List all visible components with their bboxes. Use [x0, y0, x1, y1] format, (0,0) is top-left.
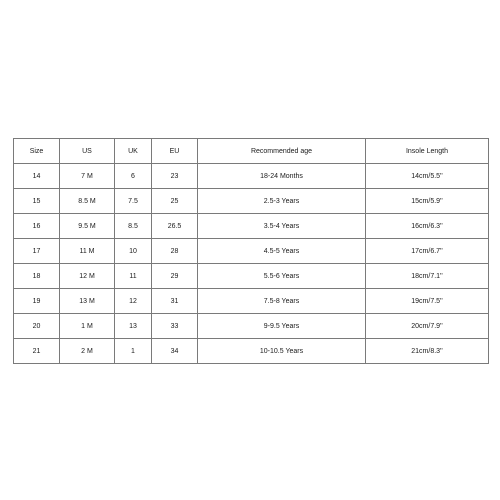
cell-eu: 29 — [152, 264, 198, 289]
cell-uk: 12 — [115, 289, 152, 314]
cell-recommended-age: 18-24 Months — [198, 164, 366, 189]
cell-us: 11 M — [60, 239, 115, 264]
cell-recommended-age: 7.5-8 Years — [198, 289, 366, 314]
header-eu: EU — [152, 139, 198, 164]
cell-insole-length: 19cm/7.5'' — [366, 289, 489, 314]
cell-recommended-age: 3.5-4 Years — [198, 214, 366, 239]
cell-insole-length: 21cm/8.3'' — [366, 339, 489, 364]
cell-uk: 13 — [115, 314, 152, 339]
cell-eu: 33 — [152, 314, 198, 339]
table-row — [14, 214, 489, 239]
header-uk: UK — [115, 139, 152, 164]
cell-us: 9.5 M — [60, 214, 115, 239]
table-header-row — [14, 139, 489, 164]
cell-insole-length: 16cm/6.3'' — [366, 214, 489, 239]
cell-recommended-age: 10-10.5 Years — [198, 339, 366, 364]
header-recommended-age: Recommended age — [198, 139, 366, 164]
table-row — [14, 339, 489, 364]
cell-size: 15 — [14, 189, 60, 214]
cell-uk: 6 — [115, 164, 152, 189]
cell-size: 17 — [14, 239, 60, 264]
cell-eu: 23 — [152, 164, 198, 189]
cell-size: 19 — [14, 289, 60, 314]
table-row — [14, 239, 489, 264]
cell-us: 2 M — [60, 339, 115, 364]
cell-recommended-age: 9-9.5 Years — [198, 314, 366, 339]
size-chart-table — [13, 138, 489, 364]
cell-size: 14 — [14, 164, 60, 189]
cell-recommended-age: 2.5-3 Years — [198, 189, 366, 214]
cell-us: 12 M — [60, 264, 115, 289]
header-us: US — [60, 139, 115, 164]
cell-recommended-age: 4.5-5 Years — [198, 239, 366, 264]
cell-insole-length: 20cm/7.9'' — [366, 314, 489, 339]
cell-size: 18 — [14, 264, 60, 289]
cell-uk: 7.5 — [115, 189, 152, 214]
cell-uk: 8.5 — [115, 214, 152, 239]
table-row — [14, 314, 489, 339]
cell-eu: 31 — [152, 289, 198, 314]
cell-insole-length: 18cm/7.1'' — [366, 264, 489, 289]
cell-us: 7 M — [60, 164, 115, 189]
cell-us: 13 M — [60, 289, 115, 314]
cell-size: 16 — [14, 214, 60, 239]
cell-recommended-age: 5.5-6 Years — [198, 264, 366, 289]
cell-size: 21 — [14, 339, 60, 364]
cell-eu: 25 — [152, 189, 198, 214]
cell-us: 1 M — [60, 314, 115, 339]
cell-uk: 10 — [115, 239, 152, 264]
cell-insole-length: 14cm/5.5'' — [366, 164, 489, 189]
table-row — [14, 189, 489, 214]
cell-insole-length: 17cm/6.7'' — [366, 239, 489, 264]
cell-us: 8.5 M — [60, 189, 115, 214]
cell-uk: 1 — [115, 339, 152, 364]
header-size: Size — [14, 139, 60, 164]
cell-size: 20 — [14, 314, 60, 339]
cell-insole-length: 15cm/5.9'' — [366, 189, 489, 214]
cell-eu: 26.5 — [152, 214, 198, 239]
table-row — [14, 164, 489, 189]
table-row — [14, 289, 489, 314]
header-insole-length: Insole Length — [366, 139, 489, 164]
cell-uk: 11 — [115, 264, 152, 289]
table-row — [14, 264, 489, 289]
cell-eu: 28 — [152, 239, 198, 264]
cell-eu: 34 — [152, 339, 198, 364]
